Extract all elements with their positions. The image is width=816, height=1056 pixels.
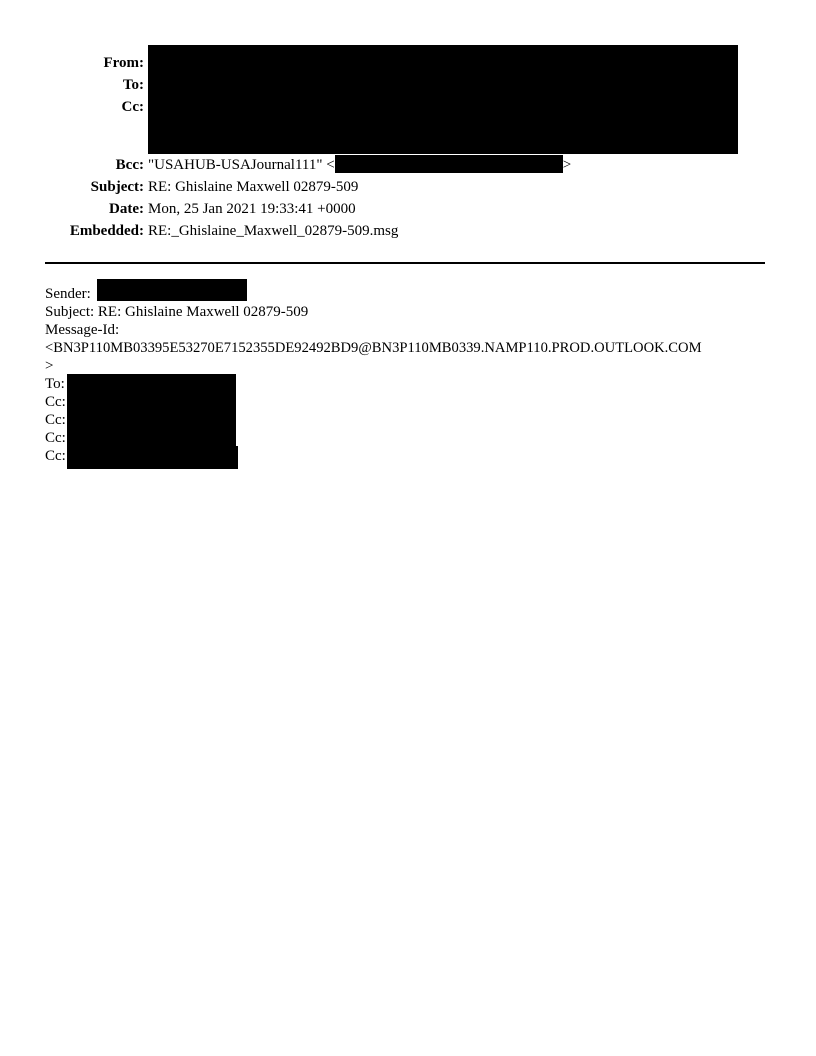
- message-id-close: >: [45, 358, 54, 374]
- embedded-cc-label: Cc:: [45, 448, 66, 464]
- redaction-sender: [97, 279, 247, 301]
- subject-label: Subject:: [90, 179, 144, 195]
- bcc-value-prefix: "USAHUB-USAJournal111" <: [148, 157, 335, 173]
- message-id-value: <BN3P110MB03395E53270E7152355DE92492BD9@BN3P110MB0339.NAMP110.PROD.OUTLOOK.COM: [45, 340, 702, 356]
- embedded-subject-line: Subject: RE: Ghislaine Maxwell 02879-509: [45, 304, 309, 320]
- sender-label: Sender:: [45, 286, 91, 302]
- header-embedded-row: [0, 220, 816, 242]
- date-value: Mon, 25 Jan 2021 19:33:41 +0000: [148, 201, 356, 217]
- header-to-row: [0, 74, 816, 96]
- redaction-embedded-recipients-tail: [67, 446, 238, 469]
- embedded-cc-line-1: [45, 393, 66, 411]
- header-subject-row: [0, 176, 816, 198]
- embedded-to-line: [45, 375, 65, 393]
- header-cc-row: [0, 96, 816, 118]
- embedded-cc-line-4: [45, 447, 66, 465]
- from-label: From:: [103, 55, 144, 71]
- embedded-cc-line-2: [45, 411, 66, 429]
- cc-label: Cc:: [121, 99, 144, 115]
- embedded-cc-label: Cc:: [45, 430, 66, 446]
- bcc-value-suffix: >: [562, 157, 572, 173]
- header-bcc-row: [0, 154, 816, 176]
- sender-line: [45, 285, 91, 303]
- embedded-label: Embedded:: [69, 223, 144, 239]
- header-date-row: [0, 198, 816, 220]
- message-id-label: Message-Id:: [45, 322, 120, 338]
- date-label: Date:: [109, 201, 144, 217]
- embedded-cc-label: Cc:: [45, 412, 66, 428]
- header-from-row: [0, 52, 816, 74]
- embedded-attachment-link[interactable]: RE:_Ghislaine_Maxwell_02879-509.msg: [148, 223, 399, 239]
- embedded-cc-label: Cc:: [45, 394, 66, 410]
- embedded-to-label: To:: [45, 376, 65, 392]
- header-divider: [45, 262, 765, 264]
- to-label: To:: [122, 77, 144, 93]
- bcc-value: [148, 154, 571, 176]
- subject-value: RE: Ghislaine Maxwell 02879-509: [148, 179, 359, 195]
- redaction-bcc-email: [335, 155, 563, 173]
- embedded-cc-line-3: [45, 429, 66, 447]
- bcc-label: Bcc:: [115, 157, 144, 173]
